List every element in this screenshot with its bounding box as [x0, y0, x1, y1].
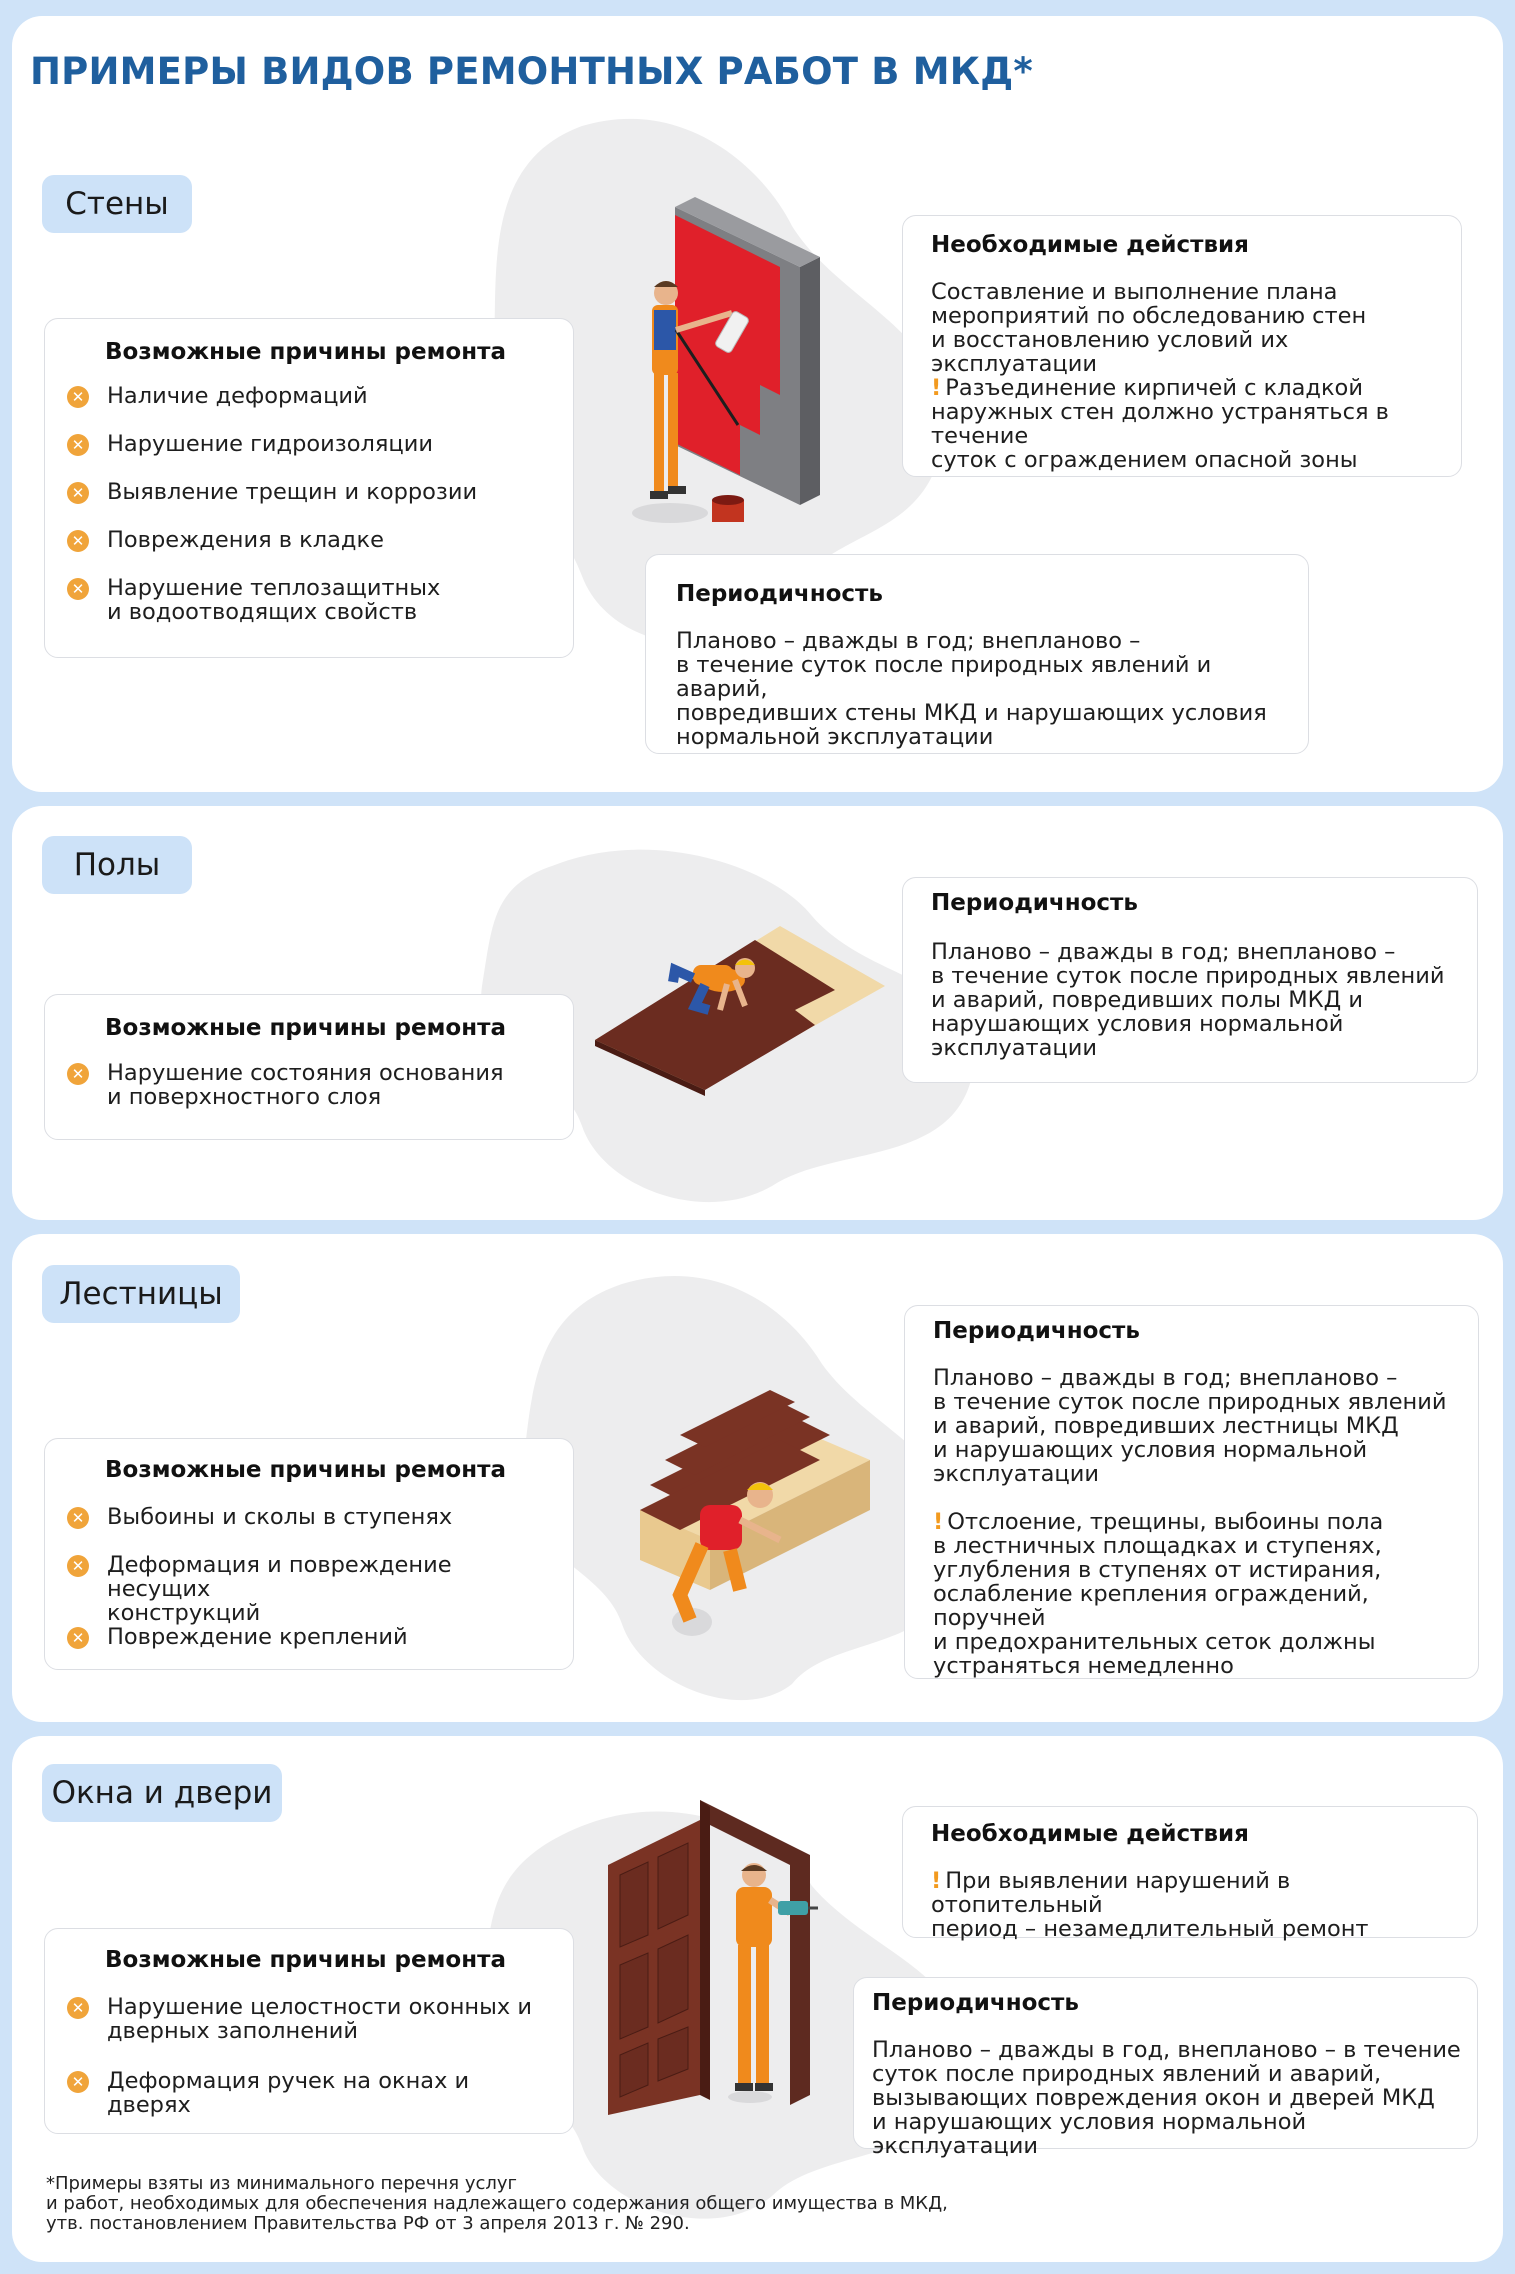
walls-actions-card — [902, 215, 1462, 477]
windows-period-card — [853, 1977, 1478, 2159]
stairs-worker-illustration — [630, 1390, 880, 1650]
x-circle-icon: ✕ — [67, 530, 89, 552]
walls-reasons-card — [44, 318, 574, 658]
floors-period-card — [902, 877, 1478, 1083]
windows-reasons-card — [44, 1928, 574, 2134]
walls-actions-title: Необходимые действия — [931, 232, 1249, 258]
windows-reason-item: ✕ Нарушение целостности оконных и дверных заполнений — [67, 1995, 559, 2043]
walls-reason-item: ✕ Наличие деформаций — [67, 384, 559, 408]
floors-reason-item: ✕ Нарушение состояния основания и поверхностного слоя — [67, 1061, 559, 1109]
walls-reasons-title: Возможные причины ремонта — [105, 339, 506, 365]
walls-reason-item: ✕ Нарушение теплозащитных и водоотводящих свойств — [67, 576, 559, 624]
walls-reason-item: ✕ Нарушение гидроизоляции — [67, 432, 559, 456]
walls-actions-warning: ! Разъединение кирпичей с кладкой наружных стен должно устраняться в течение суток с ограждением опасной зоны — [931, 375, 1389, 473]
floors-reasons-title: Возможные причины ремонта — [105, 1015, 506, 1041]
stairs-period-warning: ! Отслоение, трещины, выбоины пола в лестничных площадках и ступенях, углубления в ступенях от истирания, ослабление крепления ограждений, поручней и предохранительных сеток должны устраняться немедленно — [933, 1509, 1384, 1679]
floors-period-title: Периодичность — [931, 890, 1138, 916]
x-circle-icon: ✕ — [67, 1997, 89, 2019]
stairs-reason-item: ✕ Деформация и повреждение несущих конструкций — [67, 1553, 559, 1625]
windows-actions-warning: ! При выявлении нарушений в отопительный период – незамедлительный ремонт — [931, 1868, 1369, 1942]
x-circle-icon: ✕ — [67, 386, 89, 408]
section-tag-floors: Полы — [42, 836, 192, 894]
exclamation-icon: ! — [933, 1509, 944, 1535]
walls-actions-text: Составление и выполнение плана мероприятий по обследованию стен и восстановлению условий их эксплуатации — [931, 279, 1367, 377]
stairs-reasons-title: Возможные причины ремонта — [105, 1457, 506, 1483]
windows-actions-card — [902, 1806, 1478, 1942]
section-tag-stairs: Лестницы — [42, 1265, 240, 1323]
stairs-reasons-card — [44, 1438, 574, 1670]
windows-period-title: Периодичность — [872, 1990, 1079, 2016]
section-tag-walls: Стены — [42, 175, 192, 233]
exclamation-icon: ! — [931, 1868, 942, 1894]
windows-reason-item: ✕ Деформация ручек на окнах и дверях — [67, 2069, 559, 2117]
walls-period-text: Планово – дважды в год; внепланово – в течение суток после природных явлений и аварий, повредивших стены МКД и нарушающих условия нормальной эксплуатации — [676, 628, 1267, 750]
x-circle-icon: ✕ — [67, 482, 89, 504]
walls-period-title: Периодичность — [676, 581, 883, 607]
walls-reason-item: ✕ Повреждения в кладке — [67, 528, 559, 552]
page-title: ПРИМЕРЫ ВИДОВ РЕМОНТНЫХ РАБОТ В МКД* — [30, 50, 1033, 93]
stairs-period-card — [904, 1305, 1479, 1679]
x-circle-icon: ✕ — [67, 434, 89, 456]
wall-painter-illustration — [620, 195, 840, 555]
windows-period-text: Планово – дважды в год, внепланово – в течение суток после природных явлений и аварий, вызывающих повреждения окон и дверей МКД и нарушающих условия нормальной эксплуатации — [872, 2037, 1461, 2159]
exclamation-icon: ! — [931, 375, 942, 401]
windows-reasons-title: Возможные причины ремонта — [105, 1947, 506, 1973]
section-tag-windows-doors: Окна и двери — [42, 1764, 282, 1822]
walls-period-card — [645, 554, 1309, 754]
x-circle-icon: ✕ — [67, 1555, 89, 1577]
walls-reason-item: ✕ Выявление трещин и коррозии — [67, 480, 559, 504]
door-worker-illustration — [600, 1795, 840, 2115]
stairs-reason-item: ✕ Повреждение креплений — [67, 1625, 559, 1649]
floors-reasons-card — [44, 994, 574, 1140]
x-circle-icon: ✕ — [67, 1507, 89, 1529]
stairs-reason-item: ✕ Выбоины и сколы в ступенях — [67, 1505, 559, 1529]
x-circle-icon: ✕ — [67, 1063, 89, 1085]
x-circle-icon: ✕ — [67, 2071, 89, 2093]
footnote: *Примеры взяты из минимального перечня услуг и работ, необходимых для обеспечения надлежащего содержания общего имущества в МКД, утв. постановлением Правительства РФ от 3 апреля 2013 г. № 290. — [46, 2173, 948, 2234]
windows-actions-title: Необходимые действия — [931, 1821, 1249, 1847]
x-circle-icon: ✕ — [67, 578, 89, 600]
stairs-period-text: Планово – дважды в год; внепланово – в течение суток после природных явлений и аварий, повредивших лестницы МКД и нарушающих условия нормальной эксплуатации — [933, 1365, 1447, 1487]
floors-period-text: Планово – дважды в год; внепланово – в течение суток после природных явлений и аварий, повредивших полы МКД и нарушающих условия нормальной эксплуатации — [931, 939, 1445, 1061]
floor-worker-illustration — [595, 910, 895, 1100]
stairs-period-title: Периодичность — [933, 1318, 1140, 1344]
x-circle-icon: ✕ — [67, 1627, 89, 1649]
